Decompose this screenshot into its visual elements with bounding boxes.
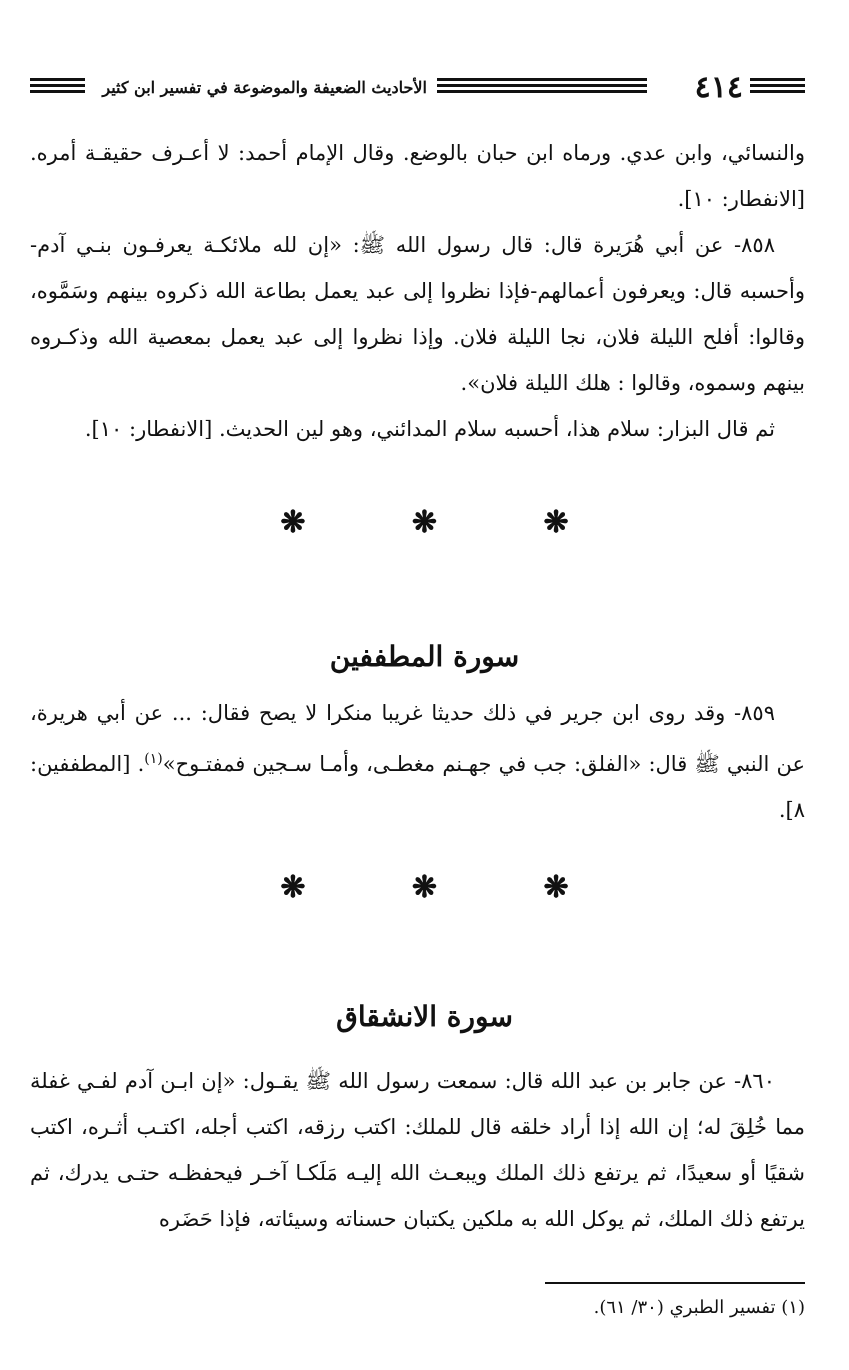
hadith-858: ٨٥٨- عن أبي هُرَيرة قال: قال رسول الله ﷺ: «إن لله ملائكـة يعرفـون بنـي آدم- وأحسبه قال: ويعرفون أعمالهم-فإذا نظروا إلى عبد يعمل بطاعة الله ذكروه بينهم وسَمَّوه، وقالوا: أفلح الليلة فلان، نجا الليلة فلان. وإذا نظروا إلى عبد يعمل بمعصية الله وذكـروه بينهم وسموه، وقالوا : هلك الليلة فلان».: [30, 233, 805, 395]
hadith-860: ٨٦٠- عن جابر بن عبد الله قال: سمعت رسول الله ﷺ يقـول: «إن ابـن آدم لفـي غفلة مما خُلِقَ له؛ إن الله إذا أراد خلقه قال للملك: اكتب رزقه، اكتب أجله، اكتـب أثـره، اكتب شقيًا أو سعيدًا، ثم يرتفع ذلك الملك ويبعـث الله إليـه مَلَكـا آخـر فيحفظـه حتـى يدرك، ثم يرتفع ذلك الملك، ثم يوكل الله به ملكين يكتبان حسناته وسيئاته، فإذا حَضَره: [30, 1069, 805, 1231]
surah-inshiqaq-body: [30, 1058, 805, 1242]
page-header: [30, 68, 805, 108]
section-separator: ❋ ❋ ❋: [280, 505, 617, 540]
hadith-858-commentary: ثم قال البزار: سلام هذا، أحسبه سلام المدائني، وهو لين الحديث. [الانفطار: ١٠].: [84, 417, 775, 441]
hadith-859-text: ٨٥٩- وقد روى ابن جرير في ذلك حديثا غريبا منكرا لا يصح فقال: ... عن أبي هريرة، عن النبي ﷺ قال: «الفلق: جب في جهـنم مغطـى، وأمـا سـجين فمفتـوح»: [30, 701, 805, 776]
paragraph-continuation: والنسائي، وابن عدي. ورماه ابن حبان بالوضع. وقال الإمام أحمد: لا أعـرف حقيقـة أمره. [الانفطار: ١٠].: [30, 141, 805, 211]
section-separator-2: ❋ ❋ ❋: [280, 870, 617, 905]
footnote: (١) تفسير الطبري (٣٠/ ٦١).: [593, 1297, 805, 1318]
header-rule-right: [750, 78, 805, 96]
hadith-859-reference: . [المطففين: ٨].: [30, 752, 805, 822]
footnote-marker: (١): [144, 751, 163, 767]
running-title: الأحاديث الضعيفة والموضوعة في تفسير ابن كثير: [102, 78, 427, 97]
surah-mutaffifin-body: [30, 690, 805, 833]
footnote-rule: [545, 1282, 805, 1284]
header-rule-middle: [437, 78, 647, 96]
surah-title-inshiqaq: سورة الانشقاق: [336, 1000, 513, 1033]
hadith-859: [30, 690, 805, 833]
section-continuation: [30, 130, 805, 452]
header-rule-left: [30, 78, 85, 96]
surah-title-mutaffifin: سورة المطففين: [329, 640, 520, 673]
page-number: ٤١٤: [694, 70, 743, 105]
